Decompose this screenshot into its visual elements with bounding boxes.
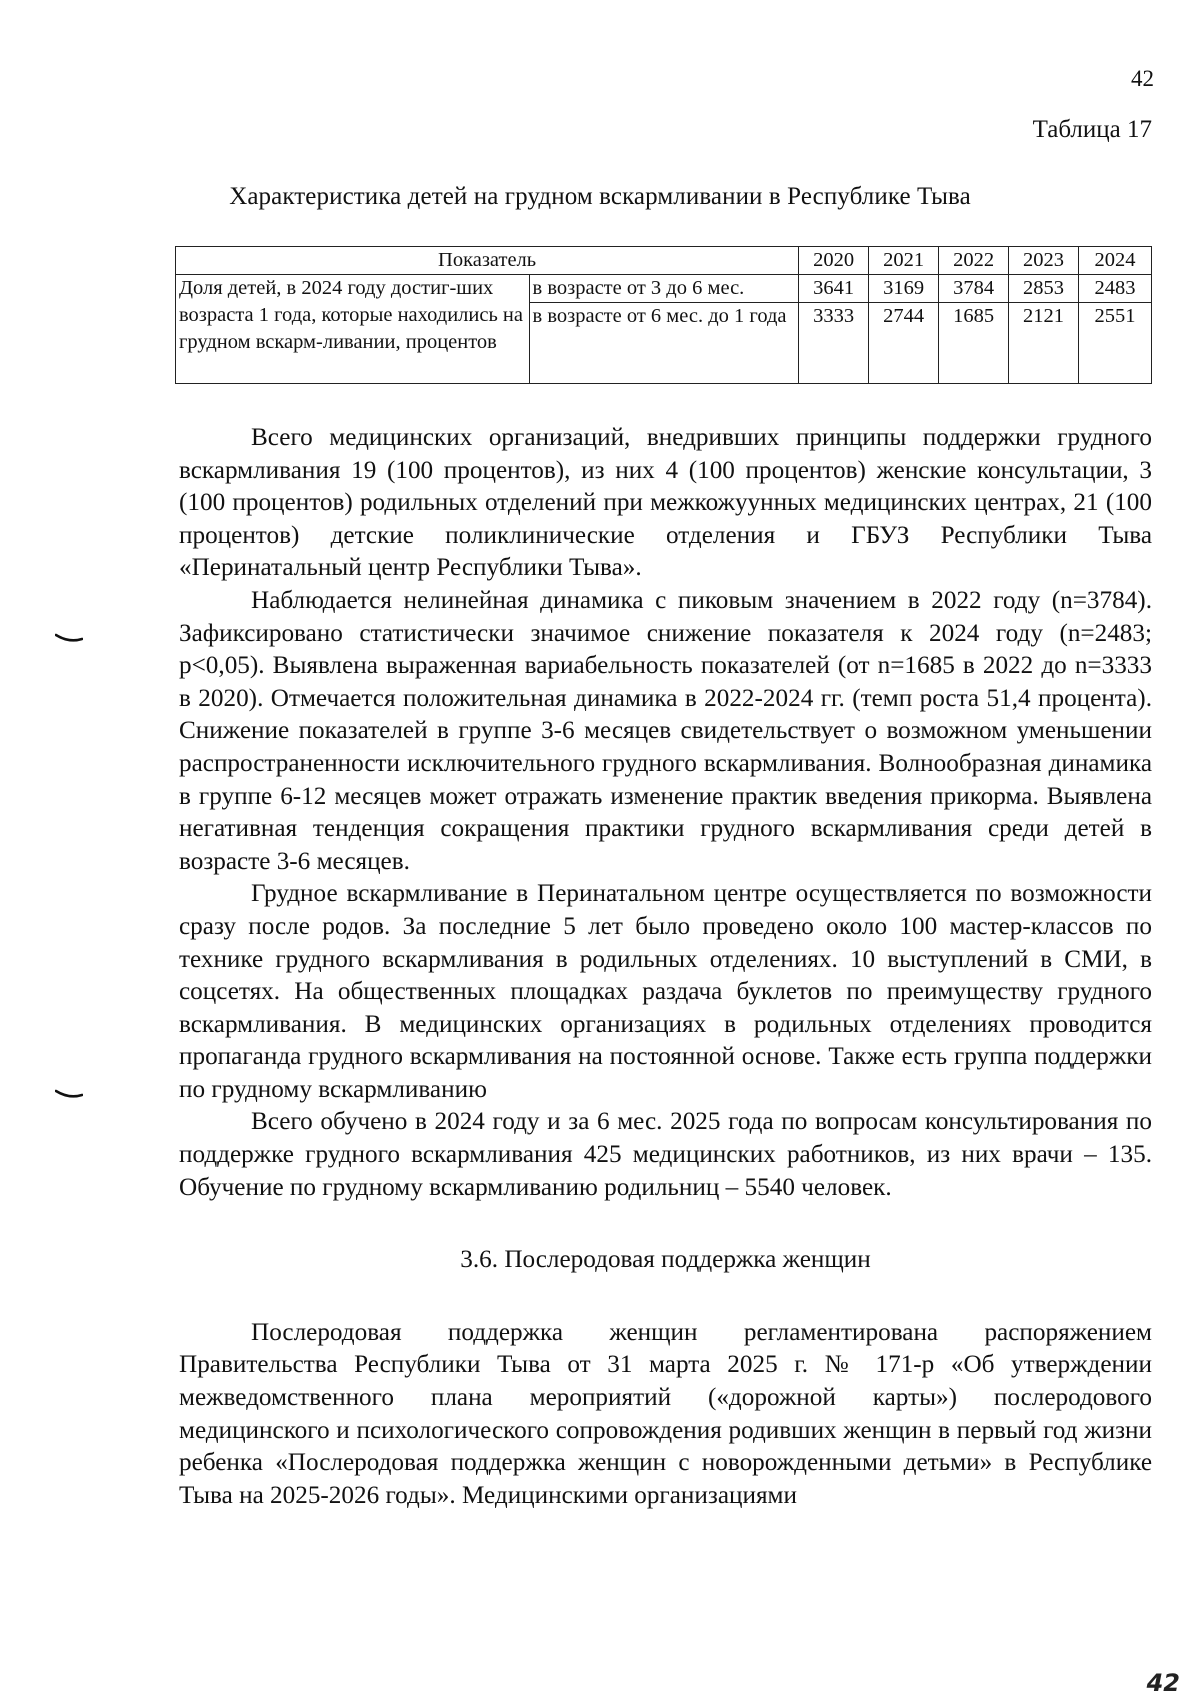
body-text: [179, 422, 1152, 1512]
header-year: 2021: [869, 247, 939, 275]
value-cell: 3784: [939, 275, 1009, 303]
value-cell: 2483: [1079, 275, 1152, 303]
subgroup-cell: в возрасте от 3 до 6 мес.: [529, 275, 799, 303]
margin-tick-mark: [55, 633, 83, 643]
handwritten-page-mark: 42: [1146, 1669, 1180, 1697]
header-indicator: Показатель: [176, 247, 799, 275]
value-cell: 2744: [869, 303, 939, 384]
value-cell: 3641: [799, 275, 869, 303]
value-cell: 2121: [1009, 303, 1079, 384]
header-year: 2023: [1009, 247, 1079, 275]
header-year: 2020: [799, 247, 869, 275]
paragraph: Наблюдается нелинейная динамика с пиковым значением в 2022 году (n=3784). Зафиксировано статистически значимое снижение показателя к 2024 году (n=2483; p<0,05). Выявлена выраженная вариабельность показателей (от n=1685 в 2022 до n=3333 в 2020). Отмечается положительная динамика в 2022-2024 гг. (темп роста 51,4 процента). Снижение показателей в группе 3-6 месяцев свидетельствует о возможном уменьшении распространенности исключительного грудного вскармливания. Волнообразная динамика в группе 6-12 месяцев может отражать изменение практик введения прикорма. Выявлена негативная тенденция сокращения практики грудного вскармливания среди детей в возрасте 3-6 месяцев.: [179, 586, 1152, 875]
value-cell: 3333: [799, 303, 869, 384]
table-label: Таблица 17: [1032, 116, 1152, 143]
paragraph: Всего обучено в 2024 году и за 6 мес. 2025 года по вопросам консультирования по поддержке грудного вскармливания 425 медицинских работников, из них врачи – 135. Обучение по грудному вскармливанию родильниц – 5540 человек.: [179, 1108, 1152, 1201]
value-cell: 2853: [1009, 275, 1079, 303]
group-label-cell: Доля детей, в 2024 году достиг-ших возраста 1 года, которые находились на грудном вскарм-ливании, процентов: [176, 275, 530, 384]
section-title: 3.6. Послеродовая поддержка женщин: [460, 1246, 871, 1274]
margin-tick-mark: [55, 1089, 83, 1099]
table-caption: Характеристика детей на грудном вскармливании в Республике Тыва: [229, 183, 971, 210]
paragraph: Всего медицинских организаций, внедривших принципы поддержки грудного вскармливания 19 (100 процентов), из них 4 (100 процентов) женские консультации, 3 (100 процентов) родильных отделений при межкожуунных медицинских центрах, 21 (100 процентов) детские поликлинические отделения и ГБУЗ Республики Тыва «Перинатальный центр Республики Тыва».: [179, 424, 1152, 582]
value-cell: 3169: [869, 275, 939, 303]
header-year: 2024: [1079, 247, 1152, 275]
subgroup-cell: в возрасте от 6 мес. до 1 года: [529, 303, 799, 384]
breastfeeding-table: [175, 246, 1152, 384]
value-cell: 1685: [939, 303, 1009, 384]
value-cell: 2551: [1079, 303, 1152, 384]
table-header-row: [176, 247, 1152, 275]
paragraph: Грудное вскармливание в Перинатальном центре осуществляется по возможности сразу после родов. За последние 5 лет было проведено около 100 мастер-классов по технике грудного вскармливания в родильных отделениях. 10 выступлений в СМИ, в соцсетях. На общественных площадках раздача буклетов по преимуществу грудного вскармливания. В медицинских организациях в родильных отделениях проводится пропаганда грудного вскармливания на постоянной основе. Также есть группа поддержки по грудному вскармливанию: [179, 880, 1152, 1103]
page-number: 42: [1131, 66, 1154, 91]
paragraph: Послеродовая поддержка женщин регламентирована распоряжением Правительства Республики Тыва от 31 марта 2025 г. № 171-р «Об утверждении межведомственного плана мероприятий («дорожной карты») послеродового медицинского и психологического сопровождения родивших женщин в первый год жизни ребенка «Послеродовая поддержка женщин с новорожденными детьми» в Республике Тыва на 2025-2026 годы». Медицинскими организациями: [179, 1318, 1152, 1509]
header-year: 2022: [939, 247, 1009, 275]
table-row: [176, 275, 1152, 303]
